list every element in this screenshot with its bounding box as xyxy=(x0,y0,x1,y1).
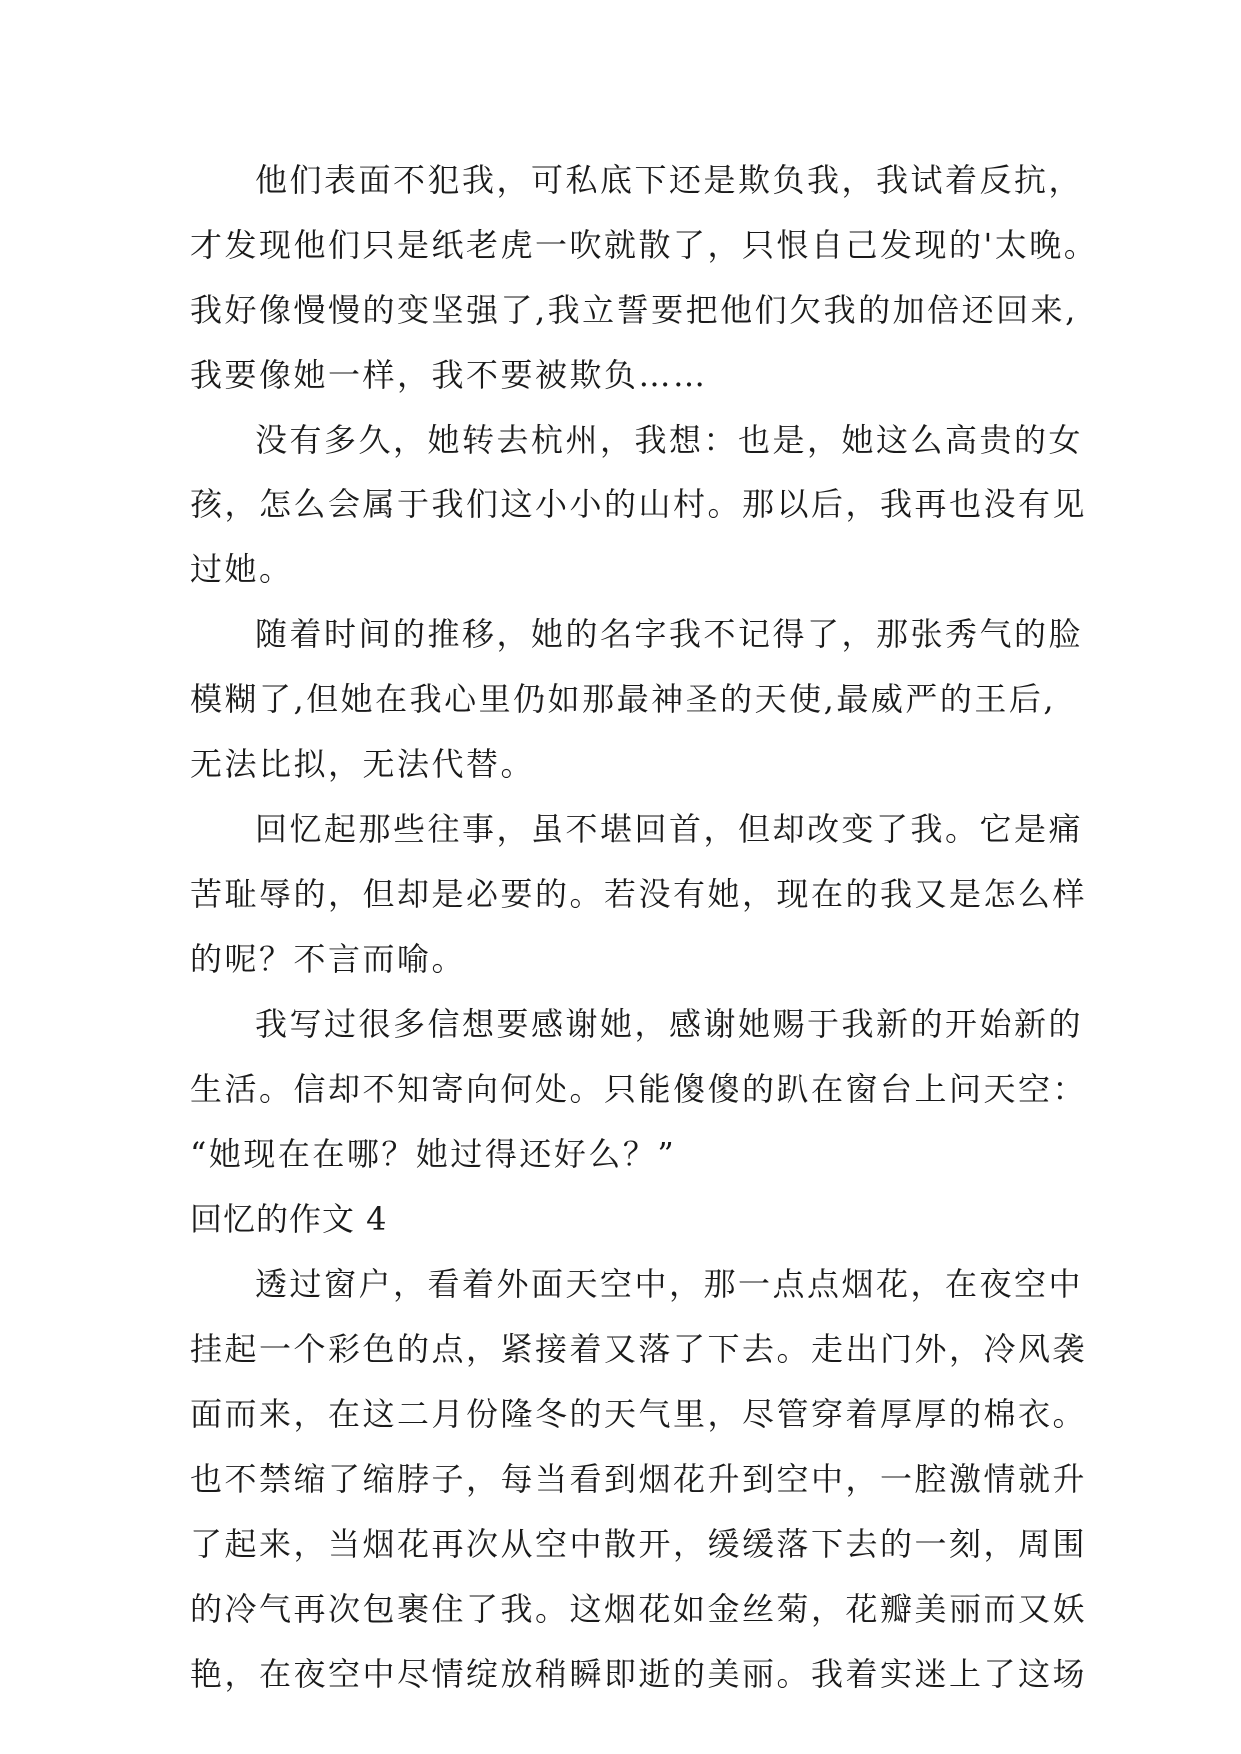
paragraph-line: 面而来，在这二月份隆冬的天气里，尽管穿着厚厚的棉衣。 xyxy=(190,1395,1088,1433)
paragraph-line: 回忆起那些往事，虽不堪回首，但却改变了我。它是痛 xyxy=(255,810,1084,848)
paragraph-line: 也不禁缩了缩脖子，每当看到烟花升到空中，一腔激情就升 xyxy=(190,1460,1088,1498)
paragraph-line: 了起来，当烟花再次从空中散开，缓缓落下去的一刻，周围 xyxy=(190,1525,1088,1563)
paragraph-line: 苦耻辱的，但却是必要的。若没有她，现在的我又是怎么样 xyxy=(190,875,1088,913)
section-heading: 回忆的作文 4 xyxy=(190,1200,388,1238)
paragraph-line: 艳，在夜空中尽情绽放稍瞬即逝的美丽。我着实迷上了这场 xyxy=(190,1655,1088,1693)
paragraph-line: 他们表面不犯我，可私底下还是欺负我，我试着反抗， xyxy=(255,161,1084,199)
paragraph-line: 模糊了,但她在我心里仍如那最神圣的天使,最威严的王后, xyxy=(190,680,1057,718)
paragraph-line: 的冷气再次包裹住了我。这烟花如金丝菊，花瓣美丽而又妖 xyxy=(190,1590,1088,1628)
paragraph-line: 孩，怎么会属于我们这小小的山村。那以后，我再也没有见 xyxy=(190,485,1088,523)
paragraph-line: 无法比拟，无法代替。 xyxy=(190,745,536,783)
paragraph-line: 随着时间的推移，她的名字我不记得了，那张秀气的脸 xyxy=(255,615,1084,653)
paragraph-line: 才发现他们只是纸老虎一吹就散了，只恨自己发现的'太晚。 xyxy=(190,226,1099,264)
paragraph-line: 透过窗户，看着外面天空中，那一点点烟花，在夜空中 xyxy=(255,1265,1084,1303)
paragraph-line: 挂起一个彩色的点，紧接着又落了下去。走出门外，冷风袭 xyxy=(190,1330,1088,1368)
paragraph-line: 我好像慢慢的变坚强了,我立誓要把他们欠我的加倍还回来, xyxy=(190,291,1078,329)
paragraph-line: 过她。 xyxy=(190,550,294,588)
paragraph-line: 我要像她一样，我不要被欺负…… xyxy=(190,356,708,394)
paragraph-line: 生活。信却不知寄向何处。只能傻傻的趴在窗台上问天空： xyxy=(190,1070,1088,1108)
paragraph-line: “她现在在哪？她过得还好么？” xyxy=(190,1135,677,1173)
paragraph-line: 没有多久，她转去杭州，我想：也是，她这么高贵的女 xyxy=(255,421,1084,459)
paragraph-line: 我写过很多信想要感谢她，感谢她赐于我新的开始新的 xyxy=(255,1005,1084,1043)
paragraph-line: 的呢？不言而喻。 xyxy=(190,940,467,978)
